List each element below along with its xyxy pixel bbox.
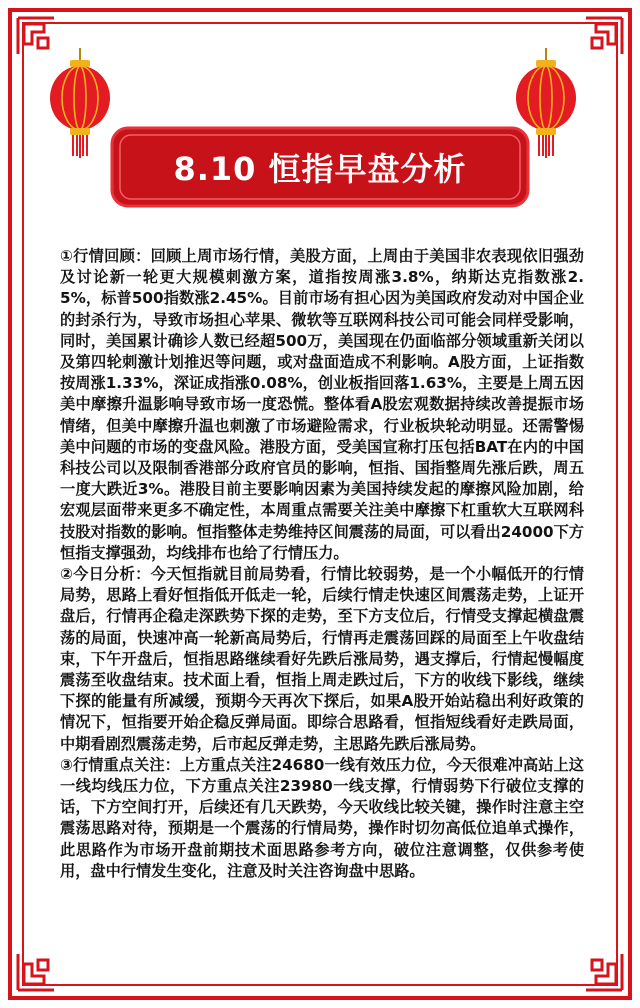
corner-ornament-icon (570, 938, 626, 994)
section-key-levels: ③行情重点关注：上方重点关注24680一线有效压力位，今天很难冲高站上这一线均线压力位，下方重点关注23980一线支撑，行情弱势下行破位支撑的话，下方空间打开，后续还有几天跌势，今天收线比较关键，操作时注意主空震荡思路对待，预期是一个震荡的行情局势，操作时切勿高低位追单式操作，此思路作为市场开盘前期技术面思路参考方向，破位注意调整，仅供参考使用，盘中行情发生变化，注意及时关注咨询盘中思路。 (60, 755, 584, 880)
title-banner (110, 126, 530, 208)
page-title: 8.10 恒指早盘分析 (173, 150, 467, 188)
corner-ornament-icon (570, 14, 626, 70)
analysis-content (60, 246, 584, 882)
corner-ornament-icon (14, 938, 70, 994)
section-today-analysis: ②今日分析：今天恒指就目前局势看，行情比较弱势，是一个小幅低开的行情局势，思路上看好恒指低开低走一轮，后续行情走快速区间震荡走势，上证开盘后，行情再企稳走深跌势下探的走势，至下方支位后，行情受支撑起横盘震荡的局面，快速冲高一轮新高局势后，行情再走震荡回踩的局面至上午收盘结束，下午开盘后，恒指思路继续看好先跌后涨局势，遇支撑后，行情起慢幅度震荡至收盘结束。技术面上看，恒指上周走跌过后，下方的收线下影线，继续下探的能量有所减缓，预期今天再次下探后，如果A股开始站稳出利好政策的情况下，恒指要开始企稳反弹局面。即综合思路看，恒指短线看好走跌局面，中期看剧烈震荡走势，后市起反弹走势，主思路先跌后涨局势。 (60, 565, 584, 753)
red-lantern-icon (48, 48, 112, 158)
section-market-review: ①行情回顾：回顾上周市场行情，美股方面，上周由于美国非农表现依旧强劲及讨论新一轮更大规模刺激方案，道指按周涨3.8%，纳斯达克指数涨2.5%，标普500指数涨2.45%。目前市场有担心因为美国政府发动对中国企业的封杀行为，导致市场担心苹果、微软等互联网科技公司可能会同样受影响，同时，美国累计确诊人数已经超500万，美国现在仍面临部分领域重新关闭以及第四轮刺激计划推迟等问题，或对盘面造成不利影响。A股方面，上证指数按周涨1.33%，深证成指涨0.08%，创业板指回落1.63%，主要是上周五因美中摩擦升温影响导致市场一度恐慌。整体看A股宏观数据持续改善提振市场情绪，但美中摩擦升温也刺激了市场避险需求，行业板块轮动明显。还需警惕美中问题的市场的变盘风险。港股方面，受美国宣称打压包括BAT在内的中国科技公司以及限制香港部分政府官员的影响，恒指、国指整周先涨后跌，周五一度大跌近3%。港股目前主要影响因素为美国持续发起的摩擦风险加剧，给宏观层面带来更多不确定性，本周重点需要关注美中摩擦下杠重软大互联网科技股对指数的影响。恒指整体走势维持区间震荡的局面，可以看出24000下方恒指支撑强劲，均线排布也给了行情压力。 (60, 247, 584, 562)
